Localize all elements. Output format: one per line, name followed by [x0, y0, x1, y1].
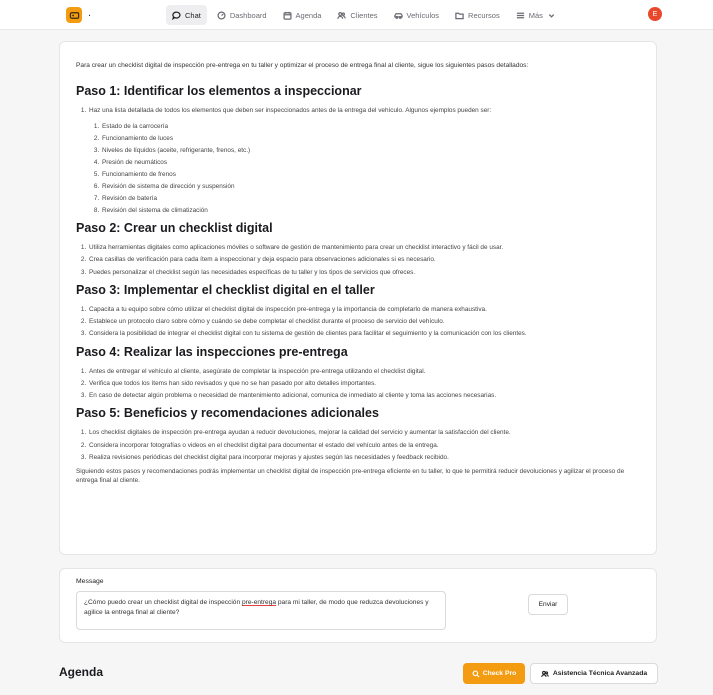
list-item-text: Haz una lista detallada de todos los elementos que deben ser inspeccionados antes de la entrega del vehículo. Algunos ejemplos pueden ser:: [89, 107, 492, 114]
nav-dashboard[interactable]: [211, 5, 273, 25]
list-item: 1. Estado de la carrocería: [101, 123, 640, 130]
list-item: [88, 107, 640, 214]
step-list: [88, 429, 640, 461]
top-navbar: [0, 0, 713, 30]
nav-agenda[interactable]: [277, 5, 328, 25]
step-list: [88, 244, 640, 276]
section-heading: Paso 2: Crear un checklist digital: [76, 220, 273, 235]
users-icon: [337, 11, 346, 20]
main-nav: [166, 5, 566, 25]
list-item: 1. Antes de entregar el vehículo al cliente, asegúrate de completar la inspección pre-entrega utilizando el checklist digital.: [88, 368, 640, 375]
nav-chat[interactable]: [166, 5, 207, 25]
users-icon: [541, 670, 549, 678]
app-logo[interactable]: [66, 7, 82, 23]
message-composer: [59, 568, 657, 643]
nav-mas-label: Más: [528, 10, 543, 20]
sub-list: [101, 123, 640, 214]
dashboard-gauge-icon: [217, 11, 226, 20]
list-item: 2. Verifica que todos los ítems han sido revisados y que no se han pasado por alto detalles importantes.: [88, 380, 640, 387]
step-list: [88, 368, 640, 400]
list-item: 3. Considera la posibilidad de integrar el checklist digital con tu sistema de gestión de clientes para facilitar el seguimiento y la comunicación con los clientes.: [88, 330, 640, 337]
nav-clientes-label: Clientes: [350, 10, 378, 20]
section-paso-3: [76, 283, 640, 338]
nav-clientes[interactable]: [331, 5, 383, 25]
menu-icon: [516, 11, 525, 20]
nav-chat-label: Chat: [185, 10, 201, 20]
send-button[interactable]: Enviar: [528, 594, 568, 615]
step-list: [88, 107, 640, 214]
list-item: 1. Capacita a tu equipo sobre cómo utilizar el checklist digital de inspección pre-entrega y la importancia de completarlo de manera exhaustiva.: [88, 306, 640, 313]
asistencia-label: Asistencia Técnica Avanzada: [552, 670, 648, 677]
nav-recursos-label: Recursos: [468, 10, 500, 20]
list-item: 2. Crea casillas de verificación para cada ítem a inspeccionar y deja espacio para observaciones adicionales si es necesario.: [88, 256, 640, 263]
list-item: 3. En caso de detectar algún problema o necesidad de mantenimiento adicional, comunica de inmediato al cliente y toma las acciones necesarias.: [88, 392, 640, 399]
assistant-response-card: [59, 41, 657, 555]
calendar-icon: [283, 11, 292, 20]
list-item: 3. Puedes personalizar el checklist según las necesidades específicas de tu taller y los tipos de servicios que ofreces.: [88, 269, 640, 276]
section-heading: Paso 1: Identificar los elementos a inspeccionar: [76, 84, 362, 98]
nav-vehiculos[interactable]: [388, 5, 446, 25]
list-item: 3. Niveles de líquidos (aceite, refrigerante, frenos, etc.): [101, 147, 640, 154]
section-paso-2: [76, 221, 640, 276]
list-item: 3. Realiza revisiones periódicas del checklist digital para incorporar mejoras y ajustes según las necesidades y feedback recibido.: [88, 454, 640, 461]
user-avatar[interactable]: E: [648, 7, 662, 21]
check-pro-label: Check Pro: [482, 670, 517, 677]
nav-vehiculos-label: Vehículos: [406, 10, 440, 20]
app-name: .: [88, 7, 92, 19]
section-heading: Paso 3: Implementar el checklist digital en el taller: [76, 282, 375, 297]
list-item: 6. Revisión de sistema de dirección y suspensión: [101, 183, 640, 190]
list-item: 7. Revisión de batería: [101, 195, 640, 202]
section-heading: Paso 4: Realizar las inspecciones pre-entrega: [76, 344, 348, 359]
list-item: 2. Considera incorporar fotografías o videos en el checklist digital para documentar el estado del vehículo antes de la entrega.: [88, 442, 640, 449]
message-label: Message: [76, 578, 104, 585]
list-item: 1. Los checklist digitales de inspección pre-entrega ayudan a reducir devoluciones, mejorar la calidad del servicio y aumentar la satisfacción del cliente.: [88, 429, 640, 436]
list-item: 5. Funcionamiento de frenos: [101, 171, 640, 178]
nav-dashboard-label: Dashboard: [229, 10, 267, 20]
step-list: [88, 306, 640, 338]
nav-agenda-label: Agenda: [295, 10, 322, 20]
search-icon: [472, 670, 480, 678]
section-heading: Paso 5: Beneficios y recomendaciones adicionales: [76, 406, 379, 421]
nav-recursos[interactable]: [449, 5, 506, 25]
check-pro-button[interactable]: [463, 663, 525, 684]
asistencia-tecnica-button[interactable]: [530, 663, 658, 684]
response-closing: Siguiendo estos pasos y recomendaciones podrás implementar un checklist digital de inspección pre-entrega eficiente en tu taller, lo que te permitirá reducir devoluciones y agilizar el proceso de entrega final al cliente.: [76, 468, 625, 485]
chat-bubble-icon: [172, 11, 181, 20]
chevron-down-icon: [547, 11, 556, 20]
message-text-part: para mi taller, de modo que reduzca devoluciones y agilice la entrega final al cliente?: [84, 599, 429, 616]
list-item: 2. Funcionamiento de luces: [101, 135, 640, 142]
nav-mas[interactable]: [510, 5, 562, 25]
section-paso-4: [76, 345, 640, 400]
folder-icon: [455, 11, 464, 20]
list-item: 4. Presión de neumáticos: [101, 159, 640, 166]
list-item: 2. Establece un protocolo claro sobre cómo y cuándo se debe completar el checklist durante el proceso de servicio del vehículo.: [88, 318, 640, 325]
message-text-misspelled: pre-entrega: [241, 599, 277, 606]
section-paso-5: [76, 406, 640, 461]
list-item: 1. Utiliza herramientas digitales como aplicaciones móviles o software de gestión de mantenimiento para crear un checklist interactivo y fácil de usar.: [88, 244, 640, 251]
message-textarea[interactable]: [76, 591, 446, 630]
agenda-heading: Agenda: [59, 665, 104, 679]
message-text-part: ¿Cómo puedo crear un checklist digital de inspección: [84, 599, 242, 606]
response-intro: Para crear un checklist digital de inspección pre-entrega en tu taller y optimizar el proceso de entrega final al cliente, sigue los siguientes pasos detallados:: [76, 62, 529, 69]
car-icon: [394, 11, 403, 20]
list-item: 8. Revisión del sistema de climatización: [101, 207, 640, 214]
section-paso-1: [76, 84, 640, 214]
logo-icon: [69, 10, 80, 21]
